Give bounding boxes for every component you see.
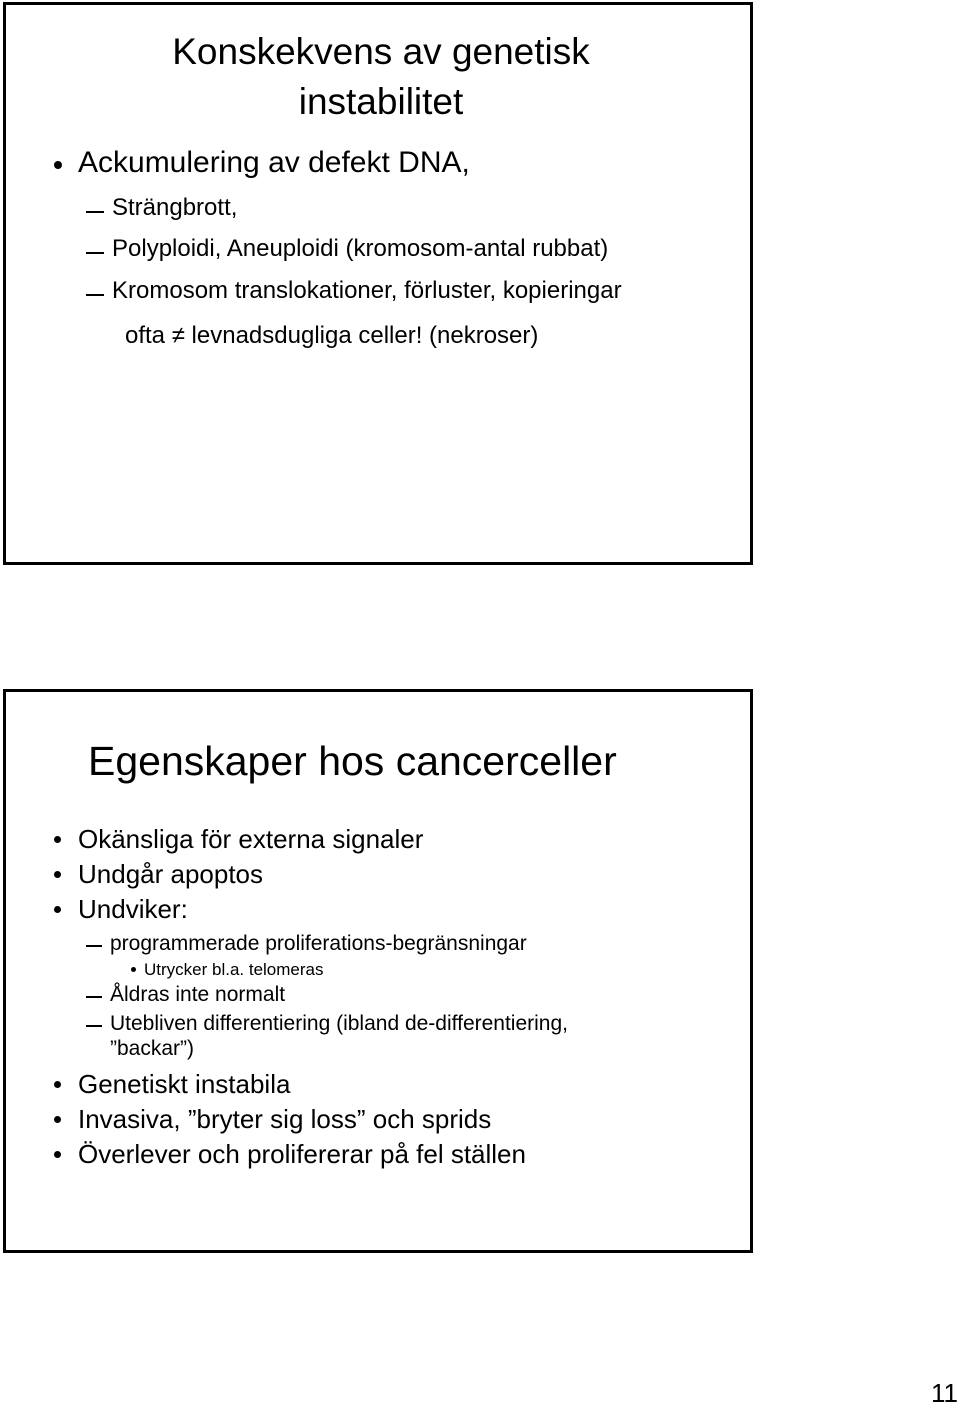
bullet-item: Genetiskt instabila xyxy=(78,1069,291,1099)
bullet-icon xyxy=(54,906,61,913)
bullet-icon xyxy=(54,1151,61,1158)
bullet-item: Invasiva, ”bryter sig loss” och sprids xyxy=(78,1104,492,1134)
page-number: 11 xyxy=(931,1378,958,1408)
slide-title: Egenskaper hos cancerceller xyxy=(88,738,617,784)
dash-icon xyxy=(86,1025,102,1027)
sub-item: Polyploidi, Aneuploidi (kromosom-antal rubbat) xyxy=(112,235,609,262)
sub-item: Åldras inte normalt xyxy=(110,983,286,1006)
bullet-icon xyxy=(54,836,61,843)
not-equal-symbol: ≠ xyxy=(171,322,185,349)
bullet-item: Undviker: xyxy=(78,894,188,924)
bullet-icon xyxy=(54,161,62,169)
bullet-icon xyxy=(54,1116,61,1123)
sub-item: Utebliven differentiering (ibland de-differentiering, xyxy=(110,1012,569,1035)
bullet-item: Ackumulering av defekt DNA, xyxy=(78,146,470,179)
slide-genetic-instability xyxy=(3,2,753,565)
bullet-item: Undgår apoptos xyxy=(78,859,264,889)
bullet-item: Okänsliga för externa signaler xyxy=(78,824,424,854)
slide-cancer-cell-properties xyxy=(3,689,753,1253)
slide-title-line1: Konskekvens av genetisk xyxy=(172,31,590,72)
bullet-icon xyxy=(54,1081,61,1088)
sub-item-continuation: ”backar”) xyxy=(110,1037,195,1060)
dash-icon xyxy=(86,211,104,213)
bullet-icon xyxy=(131,967,136,972)
dash-icon xyxy=(86,945,102,947)
sub-sub-item: Utrycker bl.a. telomeras xyxy=(144,960,324,979)
sub-item: Kromosom translokationer, förluster, kopieringar xyxy=(112,277,622,304)
note-prefix: ofta xyxy=(125,322,166,349)
note-rest: levnadsdugliga celler! (nekroser) xyxy=(191,322,539,349)
sub-item: programmerade proliferations-begränsningar xyxy=(110,932,527,955)
dash-icon xyxy=(86,294,104,296)
bullet-item: Överlever och prolifererar på fel ställen xyxy=(78,1139,526,1169)
slide-title-line2: instabilitet xyxy=(298,81,464,122)
sub-item: Strängbrott, xyxy=(112,194,238,221)
bullet-icon xyxy=(54,871,61,878)
dash-icon xyxy=(86,996,102,998)
note-line xyxy=(125,324,538,348)
dash-icon xyxy=(86,252,104,254)
